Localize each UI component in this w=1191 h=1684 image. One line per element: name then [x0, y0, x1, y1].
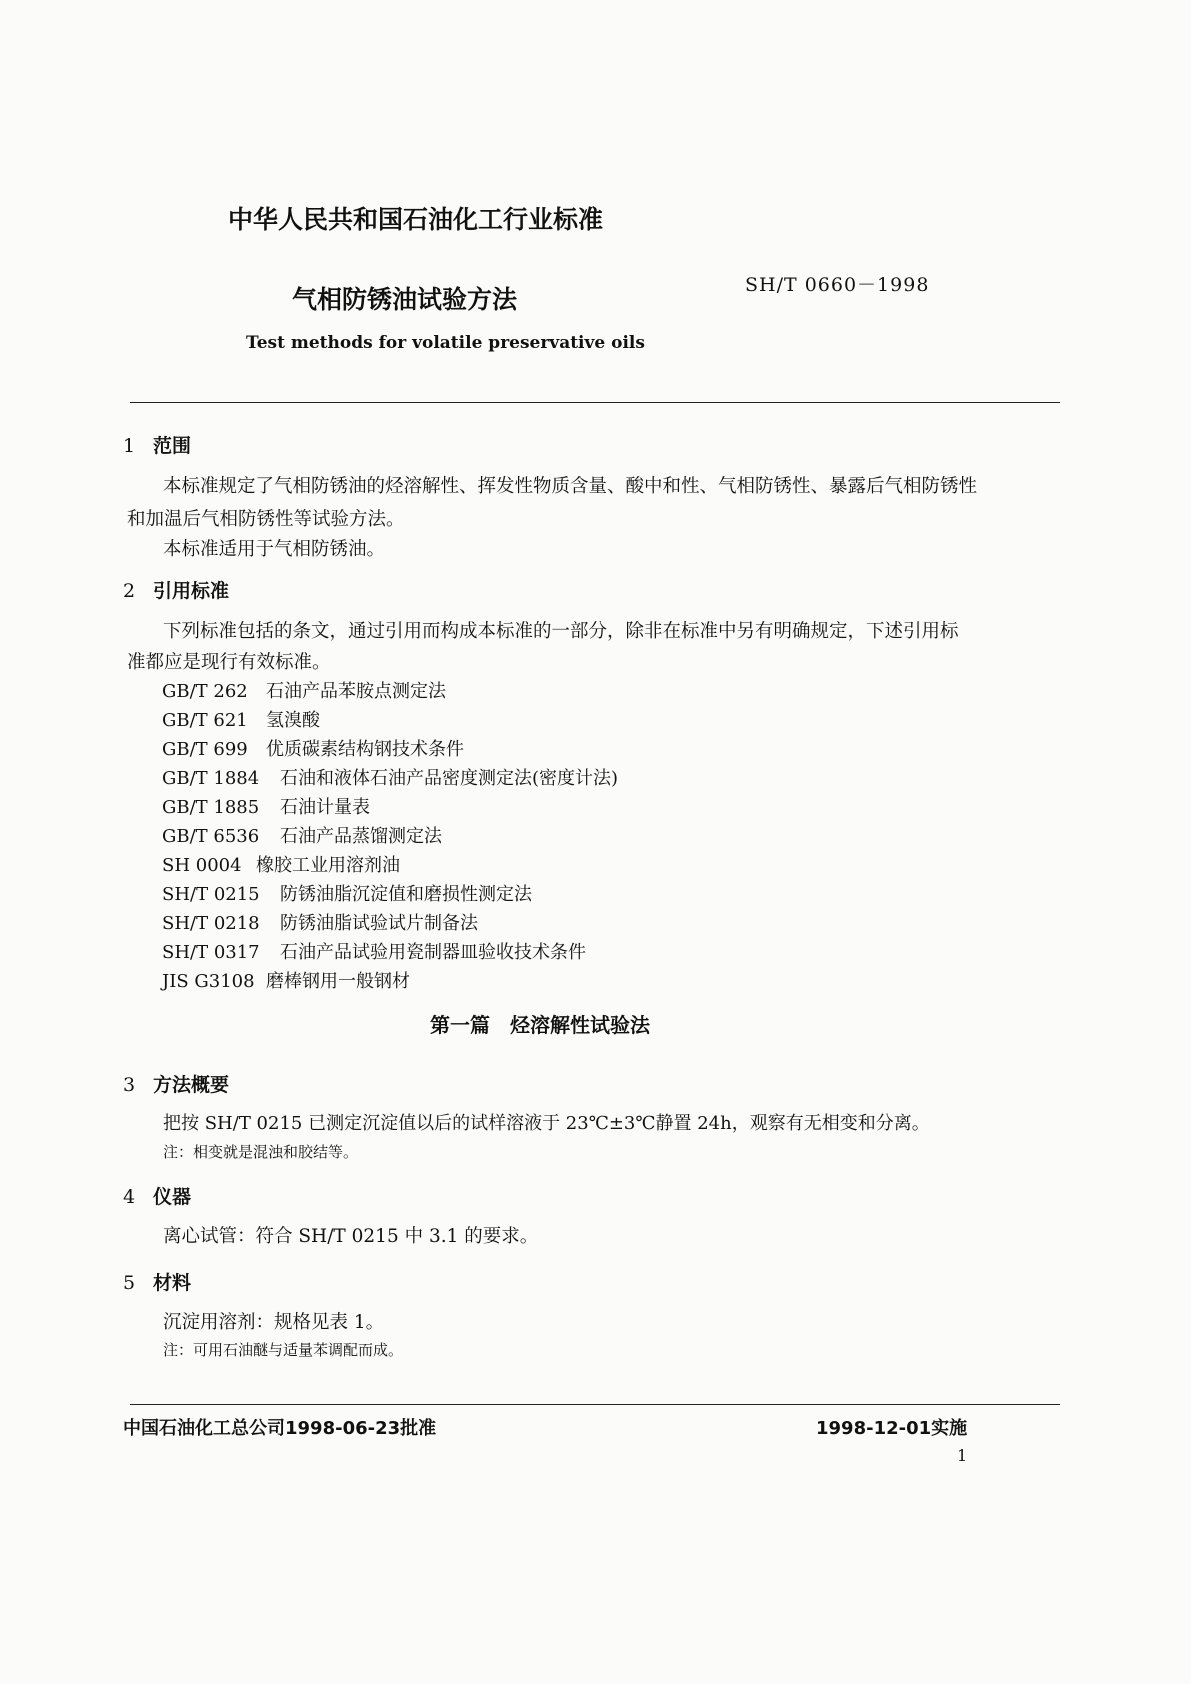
section-5-para: 沉淀用溶剂：规格见表 1。 [163, 1312, 385, 1333]
reference-item [162, 851, 400, 877]
section-number: 2 [123, 580, 136, 602]
reference-title: 防锈油脂试验试片制备法 [280, 913, 478, 934]
section-1-para1-line1: 本标准规定了气相防锈油的烃溶解性、挥发性物质含量、酸中和性、气相防锈性、暴露后气相防锈性 [163, 476, 978, 497]
document-title-cn: 气相防锈油试验方法 [292, 285, 518, 314]
reference-title: 磨棒钢用一般钢材 [266, 971, 410, 992]
reference-title: 橡胶工业用溶剂油 [256, 855, 400, 876]
effective-date: 1998-12-01实施 [816, 1418, 968, 1439]
section-2-intro-line1: 下列标准包括的条文，通过引用而构成本标准的一部分，除非在标准中另有明确规定，下述引用标 [163, 621, 959, 642]
section-title: 仪器 [153, 1186, 192, 1208]
section-number: 4 [123, 1186, 136, 1208]
document-title-en: Test methods for volatile preservative oils [246, 333, 645, 353]
section-3-note: 注：相变就是混浊和胶结等。 [163, 1143, 359, 1161]
page-number: 1 [957, 1446, 968, 1465]
section-number: 5 [123, 1272, 136, 1294]
reference-code: SH/T 0215 [162, 884, 260, 905]
reference-code: GB/T 699 [162, 739, 248, 760]
section-5-heading [123, 1268, 191, 1295]
reference-item [162, 909, 478, 935]
section-1-para1-line2: 和加温后气相防锈性等试验方法。 [127, 509, 405, 530]
section-2-intro-line2: 准都应是现行有效标准。 [127, 652, 331, 673]
section-4-heading [123, 1182, 191, 1209]
section-4-para: 离心试管：符合 SH/T 0215 中 3.1 的要求。 [163, 1226, 539, 1247]
reference-item [162, 793, 370, 819]
section-number: 3 [123, 1074, 136, 1096]
reference-code: SH 0004 [162, 855, 242, 876]
standard-category: 中华人民共和国石油化工行业标准 [228, 205, 604, 234]
header-rule [130, 402, 1060, 403]
reference-item [162, 706, 320, 732]
reference-title: 石油产品试验用瓷制器皿验收技术条件 [280, 942, 586, 963]
section-3-para: 把按 SH/T 0215 已测定沉淀值以后的试样溶液于 23℃±3℃静置 24h，观察有无相变和分离。 [163, 1113, 930, 1134]
section-number: 1 [123, 435, 136, 457]
reference-title: 石油产品蒸馏测定法 [280, 826, 442, 847]
reference-code: GB/T 1884 [162, 768, 260, 789]
reference-title: 优质碳素结构钢技术条件 [266, 739, 464, 760]
reference-code: SH/T 0317 [162, 942, 260, 963]
part-1-title: 第一篇 烃溶解性试验法 [430, 1013, 650, 1037]
reference-code: GB/T 621 [162, 710, 248, 731]
reference-item [162, 822, 442, 848]
approval-statement: 中国石油化工总公司1998-06-23批准 [123, 1418, 437, 1439]
reference-item [162, 938, 586, 964]
reference-item [162, 880, 532, 906]
reference-item [162, 967, 410, 993]
section-title: 范围 [153, 435, 192, 457]
section-1-para2: 本标准适用于气相防锈油。 [163, 539, 386, 560]
section-3-heading [123, 1070, 229, 1097]
reference-title: 石油产品苯胺点测定法 [266, 681, 446, 702]
section-title: 引用标准 [153, 580, 230, 602]
standard-number: SH/T 0660－1998 [745, 274, 930, 296]
reference-code: GB/T 1885 [162, 797, 260, 818]
reference-code: JIS G3108 [162, 971, 255, 992]
section-title: 材料 [153, 1272, 192, 1294]
reference-title: 氢溴酸 [266, 710, 320, 731]
reference-title: 石油和液体石油产品密度测定法(密度计法) [280, 768, 619, 789]
reference-item [162, 735, 464, 761]
section-title: 方法概要 [153, 1074, 230, 1096]
reference-item [162, 677, 446, 703]
section-5-note: 注：可用石油醚与适量苯调配而成。 [163, 1341, 404, 1359]
reference-code: GB/T 262 [162, 681, 248, 702]
reference-item [162, 764, 618, 790]
reference-code: SH/T 0218 [162, 913, 260, 934]
reference-code: GB/T 6536 [162, 826, 260, 847]
reference-title: 防锈油脂沉淀值和磨损性测定法 [280, 884, 532, 905]
footer-rule [130, 1404, 1060, 1405]
section-2-heading [123, 576, 229, 603]
reference-title: 石油计量表 [280, 797, 370, 818]
section-1-heading [123, 431, 191, 458]
